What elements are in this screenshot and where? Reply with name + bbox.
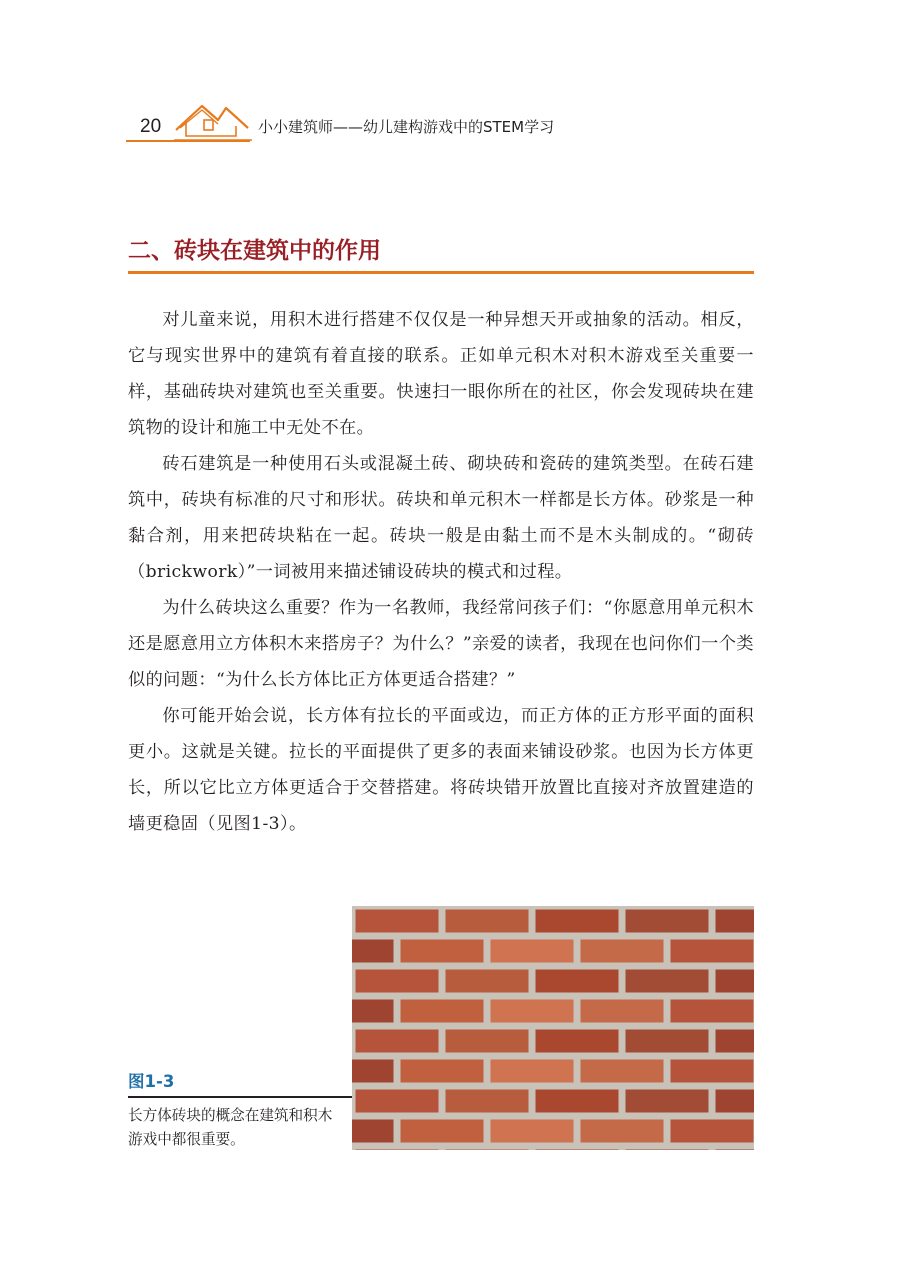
brick [716, 910, 755, 933]
brick [671, 940, 754, 963]
brick [536, 910, 619, 933]
brick [536, 1090, 619, 1113]
brick [581, 1120, 664, 1143]
brick [356, 910, 439, 933]
paragraph-3: 为什么砖块这么重要？作为一名教师，我经常问孩子们：“你愿意用单元积木还是愿意用立方体积木来搭房子？为什么？”亲爱的读者，我现在也问你们一个类似的问题：“为什么长方体比正方体更适合搭建？” [128, 598, 754, 690]
brick [536, 1030, 619, 1053]
figure-label: 图1-3 [128, 1072, 175, 1091]
brick [626, 1030, 709, 1053]
brick [716, 1030, 755, 1053]
brick [581, 1060, 664, 1083]
brick [352, 1000, 394, 1023]
page-number: 20 [140, 116, 162, 137]
brick [446, 1030, 529, 1053]
brick [716, 1090, 755, 1113]
brick [716, 970, 755, 993]
brick [446, 1090, 529, 1113]
brick [356, 1090, 439, 1113]
brick [626, 1090, 709, 1113]
paragraph-4: 你可能开始会说，长方体有拉长的平面或边，而正方体的正方形平面的面积更小。这就是关键。拉长的平面提供了更多的表面来铺设砂浆。也因为长方体更长，所以它比立方体更适合于交替搭建。将砖块错开放置比直接对齐放置建造的墙更稳固（见图1-3）。 [128, 706, 754, 834]
brick [671, 1060, 754, 1083]
brick [581, 940, 664, 963]
paragraph-1: 对儿童来说，用积木进行搭建不仅仅是一种异想天开或抽象的活动。相反，它与现实世界中的建筑有着直接的联系。正如单元积木对积木游戏至关重要一样，基础砖块对建筑也至关重要。快速扫一眼你所在的社区，你会发现砖块在建筑物的设计和施工中无处不在。 [128, 310, 754, 438]
brick [536, 1150, 619, 1151]
brick [491, 1120, 574, 1143]
brick [491, 1060, 574, 1083]
brick [356, 970, 439, 993]
brick [671, 1000, 754, 1023]
brick [446, 1150, 529, 1151]
brick [352, 940, 394, 963]
brick [352, 1120, 394, 1143]
brick [356, 1150, 439, 1151]
body-text [128, 302, 754, 842]
section-title: 二、砖块在建筑中的作用 [128, 238, 381, 264]
brick [491, 1000, 574, 1023]
brick [626, 970, 709, 993]
brick [356, 1030, 439, 1053]
section-rule [128, 271, 754, 274]
brick [401, 1060, 484, 1083]
brick-wall-photo [352, 906, 754, 1150]
brick [626, 1150, 709, 1151]
figure-rule [128, 1096, 352, 1098]
book-title: 小小建筑师——幼儿建构游戏中的STEM学习 [258, 118, 555, 136]
brick [536, 970, 619, 993]
brick [401, 1000, 484, 1023]
brick [446, 970, 529, 993]
brick [401, 1120, 484, 1143]
header-rule [126, 140, 250, 142]
brick [581, 1000, 664, 1023]
brick [401, 940, 484, 963]
brick [626, 910, 709, 933]
figure-caption: 长方体砖块的概念在建筑和积木游戏中都很重要。 [128, 1107, 333, 1148]
brick [716, 1150, 755, 1151]
brick [352, 1060, 394, 1083]
brick [671, 1120, 754, 1143]
house-logo-icon [174, 100, 252, 142]
brick [446, 910, 529, 933]
running-header [126, 100, 586, 144]
paragraph-2: 砖石建筑是一种使用石头或混凝土砖、砌块砖和瓷砖的建筑类型。在砖石建筑中，砖块有标准的尺寸和形状。砖块和单元积木一样都是长方体。砂浆是一种黏合剂，用来把砖块粘在一起。砖块一般是由黏土而不是木头制成的。“砌砖（brickwork）”一词被用来描述铺设砖块的模式和过程。 [128, 454, 754, 582]
brick [491, 940, 574, 963]
